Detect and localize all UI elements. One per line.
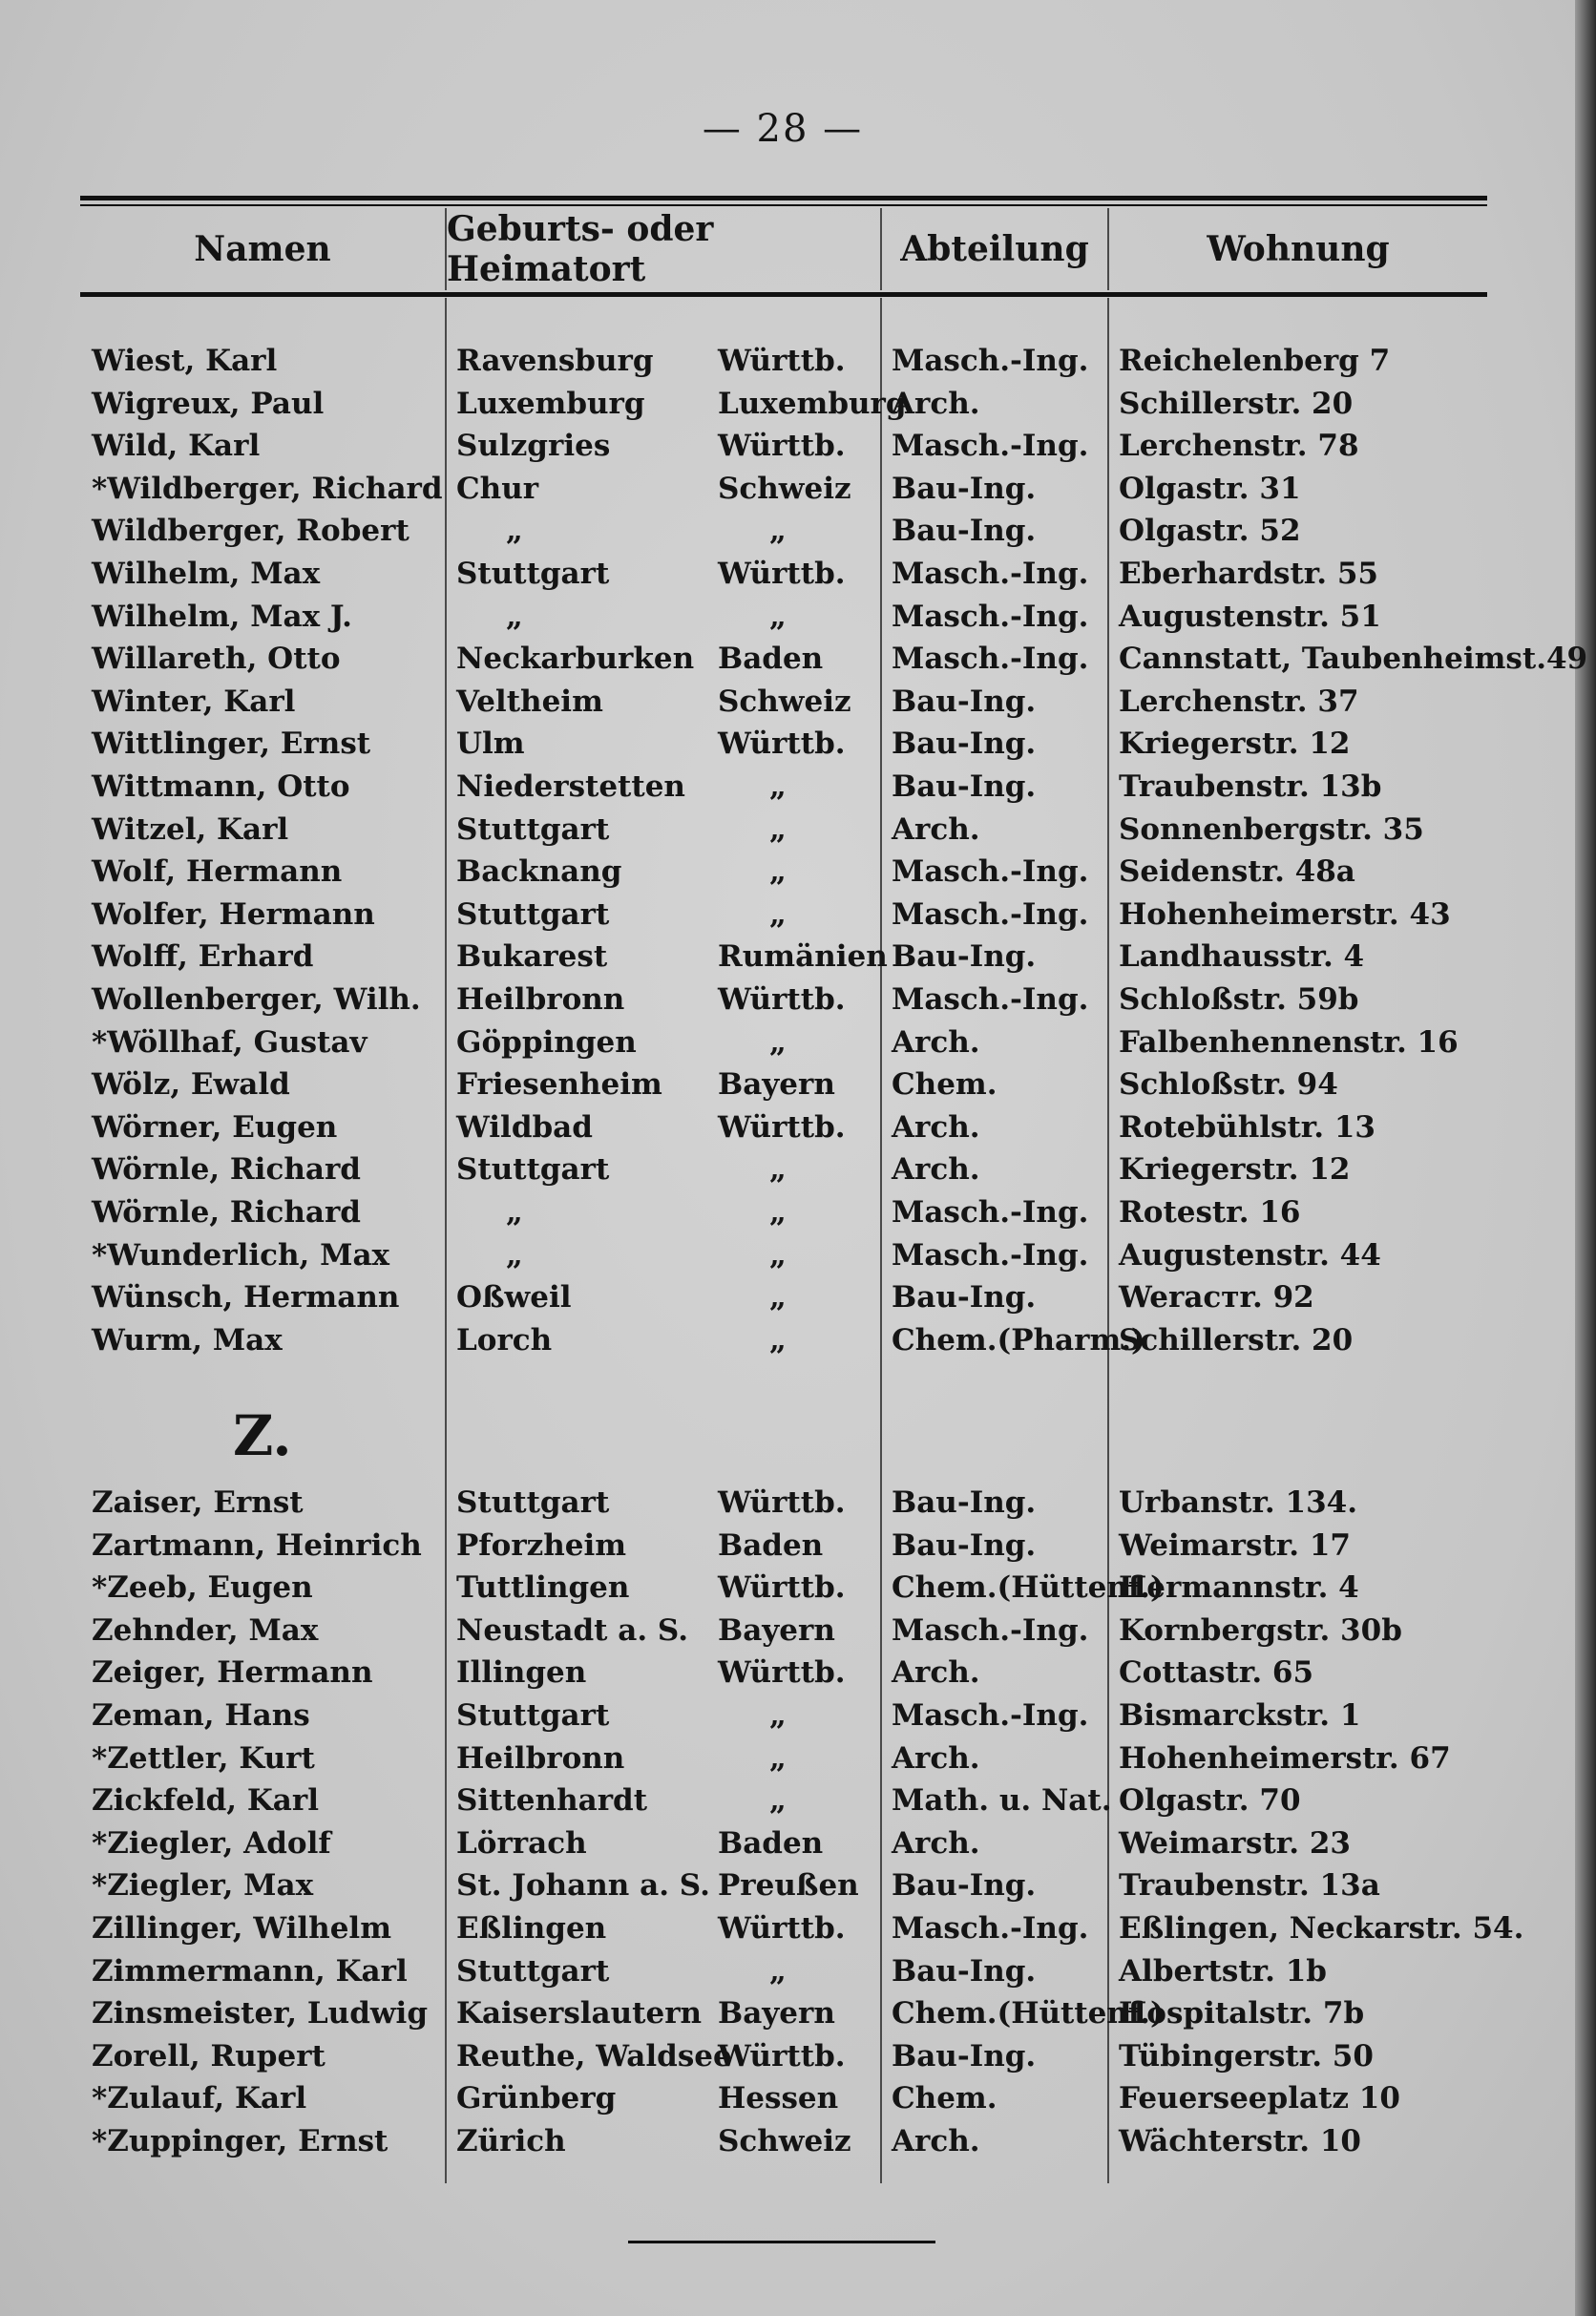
department-cell: Math. u. Nat. <box>892 1783 1112 1819</box>
top-rule <box>80 196 1487 200</box>
name-cell: Zorell, Rupert <box>92 2038 326 2074</box>
place-cell: Niederstetten <box>456 769 685 804</box>
table-row <box>0 723 1565 765</box>
address-cell: Tübingerstr. 50 <box>1119 2038 1374 2074</box>
table-row <box>0 2120 1565 2162</box>
table-row <box>0 1567 1565 1609</box>
department-cell: Masch.-Ing. <box>892 557 1089 591</box>
name-cell: Willareth, Otto <box>92 642 341 677</box>
state-cell: Baden <box>718 642 824 677</box>
place-cell: Lörrach <box>456 1825 587 1861</box>
state-cell: Württb. <box>718 1570 846 1606</box>
department-cell: Masch.-Ing. <box>892 896 1089 932</box>
name-cell: *Ziegler, Max <box>92 1868 314 1904</box>
place-cell: Stuttgart <box>456 557 610 591</box>
table-row <box>0 553 1565 595</box>
department-cell: Bau-Ing. <box>892 2038 1037 2074</box>
state-cell: Württb. <box>718 1655 846 1691</box>
state-cell: Luxemburg <box>718 386 907 421</box>
place-cell: Kaiserslautern <box>456 1996 703 2032</box>
place-cell: Stuttgart <box>456 811 610 847</box>
place-cell: Eßlingen <box>456 1911 607 1946</box>
name-cell: Wörnle, Richard <box>92 1195 361 1230</box>
address-cell: Traubenstr. 13b <box>1119 769 1382 804</box>
name-cell: *Zuppinger, Ernst <box>92 2124 388 2158</box>
place-cell: Heilbronn <box>456 1740 625 1776</box>
address-cell: Seidenstr. 48a <box>1119 854 1355 890</box>
department-cell: Arch. <box>892 1655 980 1691</box>
address-cell: Schillerstr. 20 <box>1119 1322 1354 1358</box>
department-cell: Arch. <box>892 1825 980 1861</box>
place-cell: Göppingen <box>456 1024 637 1060</box>
address-cell: Hospitalstr. 7b <box>1119 1996 1365 2032</box>
table-row <box>0 1525 1565 1567</box>
address-cell: Augustenstr. 51 <box>1119 599 1381 634</box>
state-cell: Württb. <box>718 429 846 464</box>
name-cell: Zaiser, Ernst <box>92 1485 304 1520</box>
address-cell: Kornbergstr. 30b <box>1119 1612 1402 1648</box>
place-cell: Stuttgart <box>456 1953 610 1989</box>
place-cell: Stuttgart <box>456 1152 610 1188</box>
place-cell: „ <box>506 1237 523 1273</box>
state-cell: „ <box>769 769 787 804</box>
place-cell: Ravensburg <box>456 344 654 378</box>
place-cell: Tuttlingen <box>456 1570 630 1606</box>
name-cell: Wiest, Karl <box>92 344 278 378</box>
department-cell: Masch.-Ing. <box>892 1911 1089 1946</box>
state-cell: „ <box>769 514 787 549</box>
table-row <box>0 1106 1565 1148</box>
address-cell: Weraстr. 92 <box>1119 1280 1314 1316</box>
name-cell: Wigreux, Paul <box>92 386 325 421</box>
place-cell: St. Johann a. S. <box>456 1868 710 1904</box>
name-cell: Zickfeld, Karl <box>92 1783 319 1819</box>
place-cell: Sulzgries <box>456 429 611 464</box>
address-cell: Olgastr. 52 <box>1119 514 1301 549</box>
table-row <box>0 936 1565 978</box>
name-cell: Wölz, Ewald <box>92 1067 290 1103</box>
bottom-rule <box>628 2241 935 2243</box>
table-row <box>0 1907 1565 1949</box>
place-cell: Stuttgart <box>456 1698 610 1733</box>
department-cell: Masch.-Ing. <box>892 599 1089 634</box>
state-cell: Schweiz <box>718 471 851 506</box>
name-cell: Witzel, Karl <box>92 811 289 847</box>
address-cell: Kriegerstr. 12 <box>1119 726 1351 762</box>
address-cell: Schloßstr. 94 <box>1119 1067 1338 1103</box>
place-cell: Bukarest <box>456 939 608 975</box>
state-cell: „ <box>769 1280 787 1316</box>
department-cell: Masch.-Ing. <box>892 1195 1089 1230</box>
state-cell: Bayern <box>718 1067 835 1103</box>
address-cell: Reichelenberg 7 <box>1119 344 1391 378</box>
state-cell: „ <box>769 1322 787 1358</box>
table-row <box>0 1822 1565 1864</box>
address-cell: Cottastr. 65 <box>1119 1655 1314 1691</box>
table-row <box>0 851 1565 893</box>
name-cell: Wittlinger, Ernst <box>92 726 371 762</box>
name-cell: Wurm, Max <box>92 1322 283 1358</box>
table-row <box>0 1319 1565 1361</box>
table-row <box>0 894 1565 936</box>
department-cell: Masch.-Ing. <box>892 982 1089 1017</box>
address-cell: Olgastr. 31 <box>1119 471 1301 506</box>
name-cell: Wild, Karl <box>92 429 261 464</box>
table-row <box>0 596 1565 638</box>
state-cell: „ <box>769 854 787 890</box>
state-cell: Rumänien <box>718 939 888 975</box>
name-cell: Wittmann, Otto <box>92 769 350 804</box>
name-cell: Wilhelm, Max J. <box>92 599 352 634</box>
table-row <box>0 681 1565 723</box>
department-cell: Bau-Ing. <box>892 939 1037 975</box>
state-cell: Württb. <box>718 982 846 1017</box>
state-cell: Schweiz <box>718 2124 851 2158</box>
state-cell: „ <box>769 896 787 932</box>
address-cell: Rotestr. 16 <box>1119 1195 1301 1230</box>
state-cell: Preußen <box>718 1868 859 1904</box>
name-cell: Wolfer, Hermann <box>92 896 375 932</box>
place-cell: Lorch <box>456 1322 553 1358</box>
department-cell: Arch. <box>892 811 980 847</box>
name-cell: Zinsmeister, Ludwig <box>92 1996 429 2032</box>
place-cell: Neckarburken <box>456 642 695 677</box>
department-cell: Bau-Ing. <box>892 1868 1037 1904</box>
place-cell: Luxemburg <box>456 386 645 421</box>
place-cell: Reuthe, Waldsee <box>456 2038 732 2074</box>
state-cell: „ <box>769 1740 787 1776</box>
table-row <box>0 1234 1565 1276</box>
department-cell: Masch.-Ing. <box>892 1698 1089 1733</box>
address-cell: Schillerstr. 20 <box>1119 386 1354 421</box>
state-cell: Württb. <box>718 2038 846 2074</box>
address-cell: Weimarstr. 17 <box>1119 1527 1351 1563</box>
department-cell: Bau-Ing. <box>892 1953 1037 1989</box>
name-cell: Wörnle, Richard <box>92 1152 361 1188</box>
department-cell: Masch.-Ing. <box>892 1612 1089 1648</box>
name-cell: Zartmann, Heinrich <box>92 1527 422 1563</box>
address-cell: Eberhardstr. 55 <box>1119 557 1378 591</box>
department-cell: Arch. <box>892 386 980 421</box>
name-cell: Zillinger, Wilhelm <box>92 1911 391 1946</box>
place-cell: Stuttgart <box>456 1485 610 1520</box>
place-cell: Zürich <box>456 2124 566 2158</box>
place-cell: Wildbad <box>456 1109 593 1145</box>
department-cell: Masch.-Ing. <box>892 1237 1089 1273</box>
address-cell: Bismarckstr. 1 <box>1119 1698 1361 1733</box>
address-cell: Sonnenbergstr. 35 <box>1119 811 1424 847</box>
table-row <box>0 1276 1565 1318</box>
address-cell: Cannstatt, Taubenheimst.49 <box>1119 642 1588 677</box>
place-cell: Illingen <box>456 1655 587 1691</box>
page-number: — 28 — <box>702 107 864 151</box>
section-letter: Z. <box>233 1403 292 1468</box>
name-cell: Wildberger, Robert <box>92 514 410 549</box>
state-cell: „ <box>769 1953 787 1989</box>
state-cell: Württb. <box>718 1911 846 1946</box>
name-cell: *Wildberger, Richard <box>92 471 443 506</box>
state-cell: Württb. <box>718 1109 846 1145</box>
name-cell: *Ziegler, Adolf <box>92 1825 331 1861</box>
department-cell: Arch. <box>892 1024 980 1060</box>
place-cell: Chur <box>456 471 539 506</box>
place-cell: Grünberg <box>456 2081 617 2116</box>
state-cell: „ <box>769 1237 787 1273</box>
table-row <box>0 1737 1565 1779</box>
place-cell: Veltheim <box>456 684 603 719</box>
place-cell: Oßweil <box>456 1280 572 1316</box>
address-cell: Schloßstr. 59b <box>1119 982 1359 1017</box>
department-cell: Masch.-Ing. <box>892 854 1089 890</box>
department-cell: Arch. <box>892 1740 980 1776</box>
name-cell: Zeiger, Hermann <box>92 1655 373 1691</box>
state-cell: „ <box>769 1783 787 1819</box>
state-cell: „ <box>769 811 787 847</box>
header-origin: Geburts- oder Heimatort <box>447 209 714 289</box>
table-row <box>0 1950 1565 1992</box>
state-cell: Baden <box>718 1825 824 1861</box>
state-cell: „ <box>769 1152 787 1188</box>
department-cell: Bau-Ing. <box>892 684 1037 719</box>
name-cell: Zeman, Hans <box>92 1698 310 1733</box>
name-cell: Wollenberger, Wilh. <box>92 982 421 1017</box>
name-cell: Wolff, Erhard <box>92 939 314 975</box>
place-cell: „ <box>506 1195 523 1230</box>
state-cell: Württb. <box>718 1485 846 1520</box>
department-cell: Bau-Ing. <box>892 1485 1037 1520</box>
table-row <box>0 1191 1565 1233</box>
name-cell: *Wöllhaf, Gustav <box>92 1024 368 1060</box>
name-cell: Winter, Karl <box>92 684 296 719</box>
name-cell: Wünsch, Hermann <box>92 1280 400 1316</box>
department-cell: Bau-Ing. <box>892 769 1037 804</box>
department-cell: Chem. <box>892 2081 998 2116</box>
address-cell: Traubenstr. 13a <box>1119 1868 1380 1904</box>
place-cell: „ <box>506 599 523 634</box>
table-row <box>0 979 1565 1021</box>
department-cell: Bau-Ing. <box>892 471 1037 506</box>
name-cell: Zehnder, Max <box>92 1612 319 1648</box>
table-row <box>0 766 1565 808</box>
address-cell: Urbanstr. 134. <box>1119 1485 1358 1520</box>
address-cell: Albertstr. 1b <box>1119 1953 1327 1989</box>
name-cell: Wörner, Eugen <box>92 1109 338 1145</box>
table-row <box>0 1695 1565 1737</box>
address-cell: Landhausstr. 4 <box>1119 939 1365 975</box>
place-cell: Pforzheim <box>456 1527 627 1563</box>
state-cell: Bayern <box>718 1612 835 1648</box>
state-cell: „ <box>769 1024 787 1060</box>
state-cell: Württb. <box>718 726 846 762</box>
address-cell: Augustenstr. 44 <box>1119 1237 1381 1273</box>
top-rule-thin <box>80 204 1487 206</box>
table-row <box>0 425 1565 467</box>
table-row <box>0 1482 1565 1524</box>
address-cell: Lerchenstr. 78 <box>1119 429 1359 464</box>
header-rule <box>80 292 1487 297</box>
table-row <box>0 1779 1565 1821</box>
name-cell: *Zeeb, Eugen <box>92 1570 313 1606</box>
header-residence: Wohnung <box>1207 229 1390 269</box>
name-cell: Wolf, Hermann <box>92 854 343 890</box>
table-row <box>0 809 1565 851</box>
table-row <box>0 2035 1565 2077</box>
address-cell: Eßlingen, Neckarstr. 54. <box>1119 1911 1524 1946</box>
table-row <box>0 1652 1565 1694</box>
place-cell: Ulm <box>456 726 525 762</box>
table-row <box>0 1021 1565 1063</box>
table-row <box>0 1148 1565 1190</box>
department-cell: Bau-Ing. <box>892 514 1037 549</box>
address-cell: Olgastr. 70 <box>1119 1783 1301 1819</box>
table-row <box>0 340 1565 382</box>
place-cell: Heilbronn <box>456 982 625 1017</box>
address-cell: Falbenhennenstr. 16 <box>1119 1024 1459 1060</box>
department-cell: Masch.-Ing. <box>892 429 1089 464</box>
name-cell: Wilhelm, Max <box>92 557 321 591</box>
place-cell: Sittenhardt <box>456 1783 648 1819</box>
table-row <box>0 638 1588 680</box>
state-cell: Baden <box>718 1527 824 1563</box>
state-cell: Württb. <box>718 557 846 591</box>
address-cell: Lerchenstr. 37 <box>1119 684 1359 719</box>
page-edge <box>1575 0 1596 2316</box>
department-cell: Chem. <box>892 1067 998 1103</box>
department-cell: Masch.-Ing. <box>892 642 1089 677</box>
department-cell: Masch.-Ing. <box>892 344 1089 378</box>
place-cell: Stuttgart <box>456 896 610 932</box>
header-name: Namen <box>194 229 331 269</box>
address-cell: Weimarstr. 23 <box>1119 1825 1351 1861</box>
address-cell: Rotebühlstr. 13 <box>1119 1109 1376 1145</box>
name-cell: Zimmermann, Karl <box>92 1953 408 1989</box>
state-cell: Schweiz <box>718 684 851 719</box>
department-cell: Bau-Ing. <box>892 1527 1037 1563</box>
department-cell: Chem.(Hüttenf.) <box>892 1996 1165 2032</box>
state-cell: Bayern <box>718 1996 835 2032</box>
address-cell: Kriegerstr. 12 <box>1119 1152 1351 1188</box>
place-cell: Backnang <box>456 854 622 890</box>
table-row <box>0 468 1565 510</box>
address-cell: Hohenheimerstr. 43 <box>1119 896 1451 932</box>
address-cell: Hohenheimerstr. 67 <box>1119 1740 1451 1776</box>
name-cell: *Wunderlich, Max <box>92 1237 390 1273</box>
table-row <box>0 1992 1565 2034</box>
table-row <box>0 2077 1565 2119</box>
department-cell: Arch. <box>892 1109 980 1145</box>
state-cell: „ <box>769 599 787 634</box>
header-department: Abteilung <box>900 229 1089 269</box>
state-cell: Württb. <box>718 344 846 378</box>
place-cell: Friesenheim <box>456 1067 662 1103</box>
address-cell: Wächterstr. 10 <box>1119 2124 1361 2158</box>
place-cell: „ <box>506 514 523 549</box>
name-cell: *Zettler, Kurt <box>92 1740 315 1776</box>
address-cell: Hermannstr. 4 <box>1119 1570 1359 1606</box>
state-cell: „ <box>769 1698 787 1733</box>
table-row <box>0 1063 1565 1105</box>
department-cell: Chem.(Pharm.) <box>892 1322 1145 1358</box>
state-cell: Hessen <box>718 2081 839 2116</box>
table-row <box>0 383 1565 425</box>
address-cell: Feuerseeplatz 10 <box>1119 2081 1400 2116</box>
department-cell: Chem.(Hüttenf.) <box>892 1570 1165 1606</box>
name-cell: *Zulauf, Karl <box>92 2081 307 2116</box>
department-cell: Bau-Ing. <box>892 726 1037 762</box>
department-cell: Arch. <box>892 2124 980 2158</box>
department-cell: Bau-Ing. <box>892 1280 1037 1316</box>
table-row <box>0 510 1565 552</box>
table-row <box>0 1864 1565 1906</box>
department-cell: Arch. <box>892 1152 980 1188</box>
state-cell: „ <box>769 1195 787 1230</box>
table-row <box>0 1610 1565 1652</box>
place-cell: Neustadt a. S. <box>456 1612 688 1648</box>
